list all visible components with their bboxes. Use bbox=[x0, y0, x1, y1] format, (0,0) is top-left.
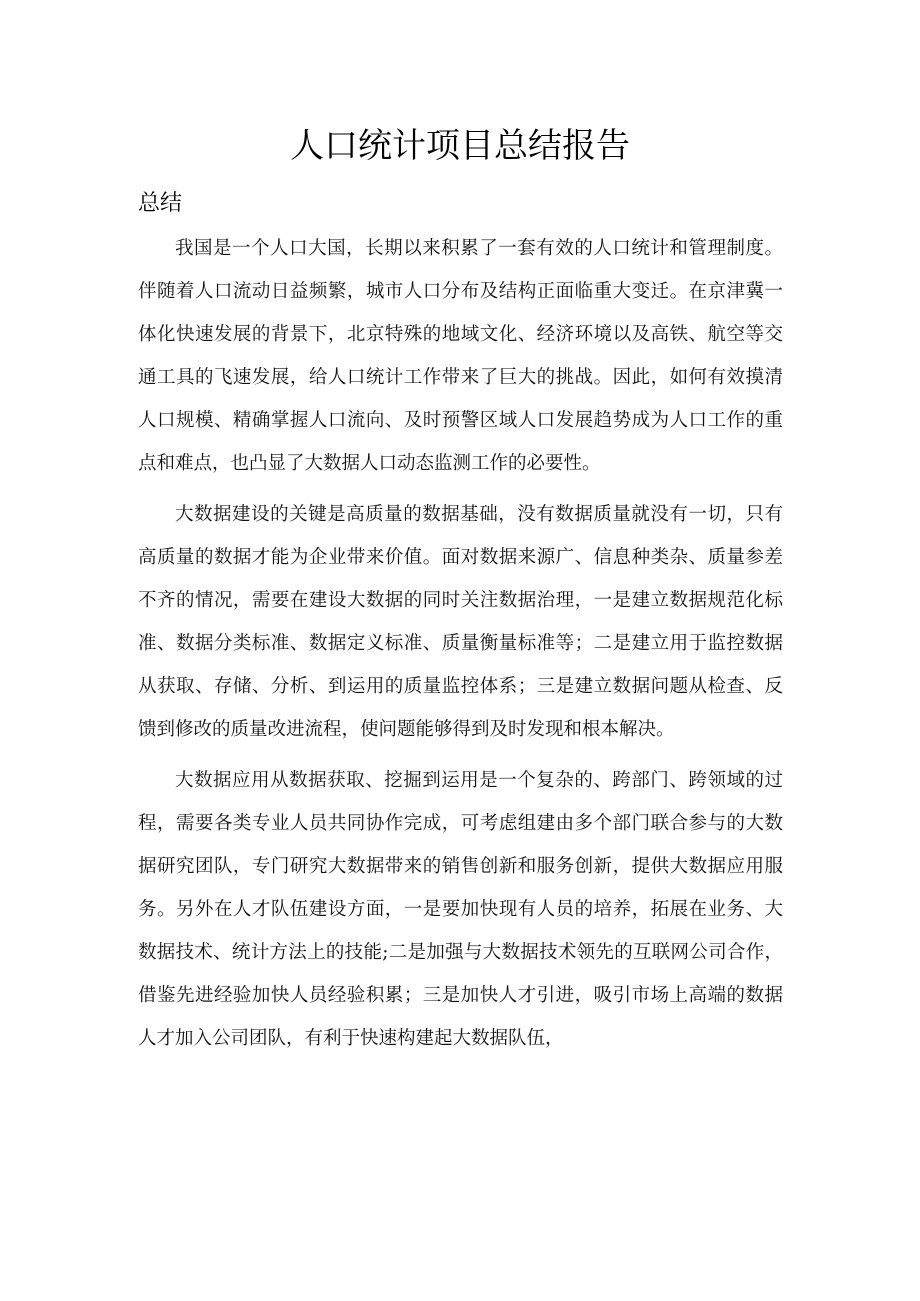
section-heading: 总结 bbox=[138, 191, 183, 216]
paragraph: 大数据应用从数据获取、挖掘到运用是一个复杂的、跨部门、跨领域的过程，需要各类专业人员共同协作完成，可考虑组建由多个部门联合参与的大数据研究团队，专门研究大数据带来的销售创新和服务创新，提供大数据应用服务。另外在人才队伍建设方面，一是要加快现有人员的培养，拓展在业务、大数据技术、统计方法上的技能;二是加强与大数据技术领先的互联网公司合作，借鉴先进经验加快人员经验积累；三是加快人才引进，吸引市场上高端的数据人才加入公司团队，有利于快速构建起大数据队伍， bbox=[138, 770, 783, 1049]
document-body bbox=[138, 227, 783, 1068]
paragraph: 我国是一个人口大国，长期以来积累了一套有效的人口统计和管理制度。伴随着人口流动日益频繁，城市人口分布及结构正面临重大变迁。在京津冀一体化快速发展的背景下，北京特殊的地域文化、经济环境以及高铁、航空等交通工具的飞速发展，给人口统计工作带来了巨大的挑战。因此，如何有效摸清人口规模、精确掌握人口流向、及时预警区域人口发展趋势成为人口工作的重点和难点，也凸显了大数据人口动态监测工作的必要性。 bbox=[138, 238, 783, 474]
document-title: 人口统计项目总结报告 bbox=[290, 126, 630, 166]
paragraph: 大数据建设的关键是高质量的数据基础，没有数据质量就没有一切，只有高质量的数据才能为企业带来价值。面对数据来源广、信息种类杂、质量参差不齐的情况，需要在建设大数据的同时关注数据治理，一是建立数据规范化标准、数据分类标准、数据定义标准、质量衡量标准等；二是建立用于监控数据从获取、存储、分析、到运用的质量监控体系；三是建立数据问题从检查、反馈到修改的质量改进流程，使问题能够得到及时发现和根本解决。 bbox=[138, 504, 783, 740]
